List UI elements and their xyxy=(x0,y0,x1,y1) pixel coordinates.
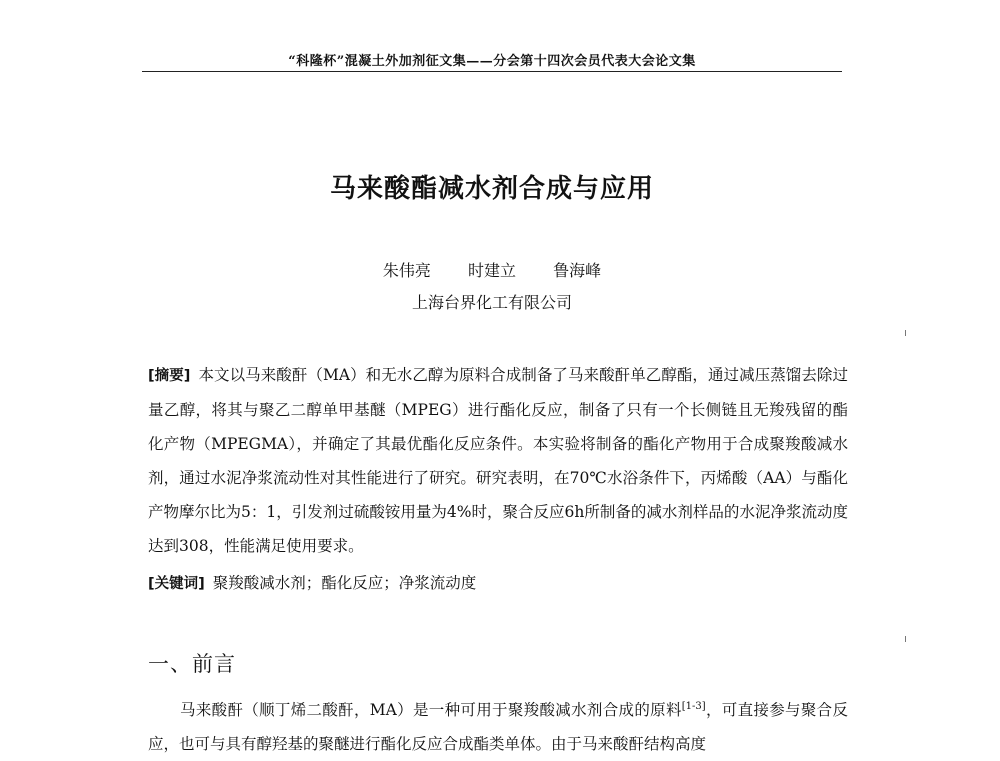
keywords-text: 聚羧酸减水剂；酯化反应；净浆流动度 xyxy=(212,574,477,592)
affiliation: 上海台界化工有限公司 xyxy=(411,293,572,312)
header-rule xyxy=(142,71,842,72)
author-name: 时建立 xyxy=(467,261,516,280)
section-heading: 一、前言 xyxy=(148,652,236,676)
author-list xyxy=(142,258,842,281)
author-name: 朱伟亮 xyxy=(382,261,431,280)
citation: [1-3] xyxy=(681,701,706,712)
abstract-label: [摘要] xyxy=(148,368,191,384)
paragraph-text-start: 马来酸酐（顺丁烯二酸酐，MA）是一种可用于聚羧酸减水剂合成的原料 xyxy=(180,701,682,720)
abstract-text: 本文以马来酸酐（MA）和无水乙醇为原料合成制备了马来酸酐单乙醇酯，通过减压蒸馏去除过量乙醇，将其与聚乙二醇单甲基醚（MPEG）进行酯化反应，制备了只有一个长侧链且无羧残留的酯化产物（MPEGMA），并确定了其最优酯化反应条件。本实验将制备的酯化产物用于合成聚羧酸减水剂，通过水泥净浆流动性对其性能进行了研究。研究表明，在70℃水浴条件下，丙烯酸（AA）与酯化产物摩尔比为5：1，引发剂过硫酸铵用量为4%时，聚合反应6h所制备的减水剂样品的水泥净浆流动度达到308，性能满足使用要求。 xyxy=(148,366,848,555)
keywords-label: [关键词] xyxy=(148,576,205,592)
paper-title: 马来酸酯减水剂合成与应用 xyxy=(329,174,654,204)
author-name: 鲁海峰 xyxy=(553,261,602,280)
running-header: “科隆杯”混凝土外加剂征文集——分会第十四次会员代表大会论文集 xyxy=(288,54,696,69)
keywords xyxy=(148,566,848,601)
paragraph-text-end: ，可直接参与聚合反应，也可与具有醇羟基的聚醚进行酯化反应合成酯类单体。由于马来酸酐结构高度 xyxy=(148,701,848,754)
scan-artifact xyxy=(905,636,906,642)
abstract xyxy=(148,358,848,563)
body-paragraph xyxy=(148,690,848,761)
scan-artifact xyxy=(905,330,906,336)
